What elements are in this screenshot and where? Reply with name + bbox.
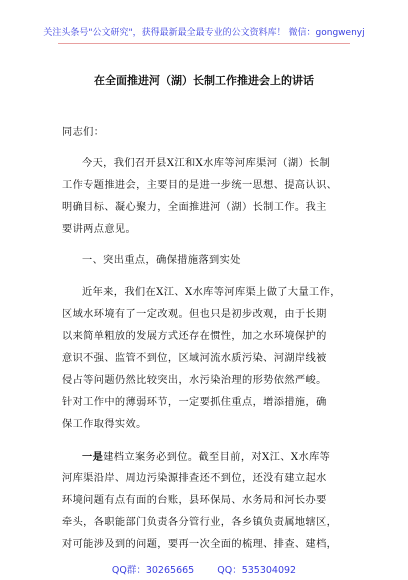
footer-qq-group: QQ群：30265665 xyxy=(111,565,195,576)
body-line: 环境问题有点有面的台账，县环保局、水务局和河长办要 xyxy=(62,495,327,506)
footer-contact xyxy=(0,562,408,576)
body-line: 明确目标、凝心聚力，全面推进河（湖）长制工作。我主 xyxy=(62,202,327,213)
para-lead: 一是 xyxy=(82,451,104,463)
body-line: 侵占等问题仍然比较突出，水污染治理的形势依然严峻。 xyxy=(62,375,327,386)
body-line: 对可能涉及到的问题，要再一次全面的梳理、排查、建档， xyxy=(62,539,338,550)
footer-qq: QQ：535304092 xyxy=(217,565,297,576)
header-note: 关注头条号"公文研究"，获得最新最全最专业的公文资料库！ 微信：gongwenyj xyxy=(43,28,365,38)
body-line: 意识不强、监管不到位，区域河流水质污染、河湖岸线被 xyxy=(62,353,327,364)
body-line: 牵头，各职能部门负责各分管行业，各乡镇负责属地辖区， xyxy=(62,517,338,528)
salutation: 同志们： xyxy=(62,127,105,138)
body-line xyxy=(82,450,354,465)
document-title: 在全面推进河（湖）长制工作推进会上的讲话 xyxy=(94,74,314,87)
body-line: 区域水环境有了一定改观。但也只是初步改观，由于长期 xyxy=(62,309,327,320)
header-divider xyxy=(58,43,350,44)
body-line: 河库渠沿岸、周边污染源排查还不到位，还没有建立起水 xyxy=(62,473,327,484)
body-line: 针对工作中的薄弱环节，一定要抓住重点，增添措施，确 xyxy=(62,397,327,408)
body-line: 以来简单粗放的发展方式还存在惯性，加之水环境保护的 xyxy=(62,331,327,342)
body-line: 要讲两点意见。 xyxy=(62,224,137,235)
body-line: 工作专题推进会，主要目的是进一步统一思想、提高认识、 xyxy=(62,180,338,191)
body-line: 保工作取得实效。 xyxy=(62,419,147,430)
body-line: 今天，我们召开县X江和X水库等河库渠河（湖）长制 xyxy=(82,158,331,169)
section-heading: 一、突出重点，确保措施落到实处 xyxy=(82,255,241,266)
body-line: 近年来，我们在X江、X水库等河库渠上做了大量工作， xyxy=(82,287,341,298)
para-text: 建档立案务必到位。截至目前，对X江、X水库等 xyxy=(103,452,331,463)
